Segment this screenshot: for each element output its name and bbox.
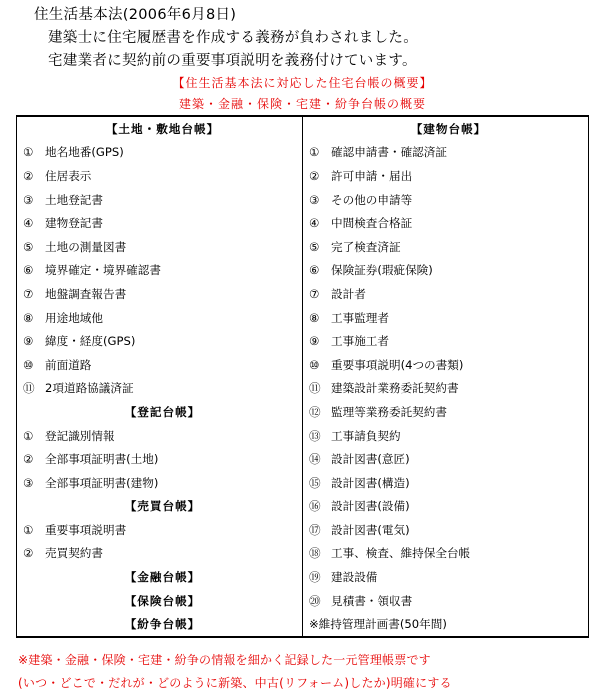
intro-line-realestate: 宅建業者に契約前の重要事項説明を義務付けています。	[48, 53, 417, 69]
ledger-item	[303, 612, 589, 637]
item-number: ②	[23, 546, 34, 561]
ledger-item	[303, 377, 589, 401]
item-label: 監理等業務委託契約書	[331, 404, 447, 419]
ledger-item	[303, 353, 589, 377]
item-number: ⑥	[23, 263, 34, 278]
ledger-item	[303, 211, 589, 235]
item-number: ⑧	[309, 310, 320, 325]
ledger-item	[17, 353, 303, 377]
table-row	[17, 542, 589, 566]
table-row	[17, 282, 589, 306]
item-number: ⑳	[309, 593, 321, 608]
ledger-item	[303, 188, 589, 212]
ledger-section-heading: 【金融台帳】	[17, 565, 303, 589]
table-row	[17, 353, 589, 377]
item-label: 設計図書(構造)	[331, 475, 410, 490]
table-row	[17, 116, 589, 141]
table-row	[17, 447, 589, 471]
ledger-item	[17, 447, 303, 471]
ledger-item	[303, 495, 589, 519]
item-label: 重要事項説明(4つの書類)	[331, 357, 464, 372]
table-row	[17, 589, 589, 613]
item-number: ③	[23, 192, 34, 207]
table-row	[17, 424, 589, 448]
item-label: 重要事項説明書	[45, 522, 127, 537]
ledger-item	[17, 306, 303, 330]
item-label: 緯度・経度(GPS)	[45, 334, 136, 349]
item-number: ①	[23, 145, 34, 160]
item-label: 売買契約書	[45, 546, 103, 561]
table-row	[17, 400, 589, 424]
ledger-item	[303, 259, 589, 283]
ledger-item	[17, 542, 303, 566]
ledger-section-heading: 【保険台帳】	[17, 589, 303, 613]
ledger-item	[17, 164, 303, 188]
ledger-table	[16, 115, 589, 638]
item-label: 登記識別情報	[45, 428, 115, 443]
item-label: ※維持管理計画書(50年間)	[309, 617, 447, 632]
item-label: 中間検査合格証	[331, 216, 413, 231]
item-number: ⑨	[309, 334, 320, 349]
ledger-item	[303, 518, 589, 542]
item-label: 境界確定・境界確認書	[45, 263, 161, 278]
item-label: 確認申請書・確認済証	[331, 145, 447, 160]
item-label: 設計図書(電気)	[331, 522, 410, 537]
item-label: 用途地域他	[45, 310, 103, 325]
item-number: ③	[309, 192, 320, 207]
ledger-item	[303, 447, 589, 471]
ledger-item	[303, 164, 589, 188]
ledger-item	[17, 424, 303, 448]
ledger-item	[303, 565, 589, 589]
item-number: ⑤	[23, 239, 34, 254]
item-number: ①	[23, 522, 34, 537]
ledger-section-heading: 【建物台帳】	[303, 116, 589, 141]
table-row	[17, 377, 589, 401]
law-title: 住生活基本法(2006年6月8日)	[34, 7, 237, 23]
table-row	[17, 565, 589, 589]
item-label: 建物登記書	[45, 216, 103, 231]
ledger-item	[17, 377, 303, 401]
item-number: ⑱	[309, 546, 321, 561]
item-label: 完了検査済証	[331, 239, 401, 254]
ledger-item	[17, 471, 303, 495]
table-row	[17, 306, 589, 330]
footer-note-detail: (いつ・どこで・だれが・どのように新築、中古(リフォーム)したか)明確にする	[18, 676, 452, 690]
item-number: ⑧	[23, 310, 34, 325]
table-row	[17, 471, 589, 495]
item-label: 住居表示	[45, 168, 92, 183]
overview-heading: 【住生活基本法に対応した住宅台帳の概要】	[172, 76, 433, 90]
overview-subheading: 建築・金融・保険・宅建・紛争台帳の概要	[178, 97, 426, 111]
table-row	[17, 518, 589, 542]
item-number: ④	[309, 216, 320, 231]
item-number: ②	[309, 168, 320, 183]
item-number: ⑤	[309, 239, 320, 254]
table-row	[17, 141, 589, 165]
intro-line-architect: 建築士に住宅履歴書を作成する義務が負わされました。	[48, 30, 418, 46]
ledger-item	[17, 329, 303, 353]
item-label: その他の申請等	[331, 192, 413, 207]
item-number: ⑭	[309, 452, 321, 467]
item-label: 設計図書(設備)	[331, 499, 410, 514]
ledger-item	[303, 235, 589, 259]
ledger-item	[17, 282, 303, 306]
table-row	[17, 164, 589, 188]
item-number: ⑨	[23, 334, 34, 349]
item-label: 見積書・領収書	[331, 593, 413, 608]
item-label: 全部事項証明書(土地)	[45, 452, 159, 467]
table-row	[17, 211, 589, 235]
item-number: ⑬	[309, 428, 321, 443]
item-number: ⑩	[23, 357, 34, 372]
item-number: ⑫	[309, 404, 321, 419]
item-label: 2項道路協議済証	[45, 381, 134, 396]
item-label: 工事施工者	[331, 334, 389, 349]
ledger-item	[303, 542, 589, 566]
item-number: ⑥	[309, 263, 320, 278]
table-row	[17, 329, 589, 353]
ledger-item	[303, 424, 589, 448]
ledger-item	[303, 589, 589, 613]
table-row	[17, 495, 589, 519]
ledger-item	[303, 400, 589, 424]
item-number: ⑮	[309, 475, 321, 490]
item-label: 許可申請・届出	[331, 168, 413, 183]
item-label: 土地の測量図書	[45, 239, 127, 254]
item-number: ⑪	[23, 381, 35, 396]
table-row	[17, 235, 589, 259]
item-number: ⑰	[309, 522, 321, 537]
table-row	[17, 188, 589, 212]
item-label: 設計者	[331, 286, 366, 301]
item-number: ②	[23, 168, 34, 183]
footer-note: ※建築・金融・保険・宅建・紛争の情報を細かく記録した一元管理帳票です	[18, 653, 431, 667]
item-label: 工事、検査、維持保全台帳	[331, 546, 471, 561]
ledger-section-heading: 【土地・敷地台帳】	[17, 116, 303, 141]
ledger-item	[17, 518, 303, 542]
item-label: 設計図書(意匠)	[331, 452, 410, 467]
item-label: 工事監理者	[331, 310, 389, 325]
ledger-section-heading: 【紛争台帳】	[17, 612, 303, 637]
item-number: ⑲	[309, 570, 321, 585]
table-row	[17, 612, 589, 637]
item-label: 土地登記書	[45, 192, 103, 207]
item-label: 地盤調査報告書	[45, 286, 127, 301]
item-number: ⑩	[309, 357, 320, 372]
item-number: ⑦	[309, 286, 320, 301]
item-number: ⑯	[309, 499, 321, 514]
ledger-item	[303, 329, 589, 353]
item-label: 建設設備	[331, 570, 378, 585]
ledger-item	[303, 141, 589, 165]
ledger-item	[17, 235, 303, 259]
ledger-section-heading: 【登記台帳】	[17, 400, 303, 424]
ledger-item	[17, 188, 303, 212]
item-number: ③	[23, 475, 34, 490]
item-label: 前面道路	[45, 357, 92, 372]
ledger-section-heading: 【売買台帳】	[17, 495, 303, 519]
item-number: ④	[23, 216, 34, 231]
ledger-item	[17, 211, 303, 235]
table-row	[17, 259, 589, 283]
item-label: 保険証券(瑕疵保険)	[331, 263, 433, 278]
ledger-item	[17, 141, 303, 165]
item-label: 地名地番(GPS)	[45, 145, 124, 160]
item-label: 建築設計業務委託契約書	[331, 381, 459, 396]
item-label: 工事請負契約	[331, 428, 401, 443]
item-number: ②	[23, 452, 34, 467]
item-number: ⑪	[309, 381, 321, 396]
item-label: 全部事項証明書(建物)	[45, 475, 159, 490]
ledger-item	[303, 306, 589, 330]
ledger-item	[303, 282, 589, 306]
ledger-item	[17, 259, 303, 283]
item-number: ①	[309, 145, 320, 160]
ledger-item	[303, 471, 589, 495]
item-number: ①	[23, 428, 34, 443]
item-number: ⑦	[23, 286, 34, 301]
